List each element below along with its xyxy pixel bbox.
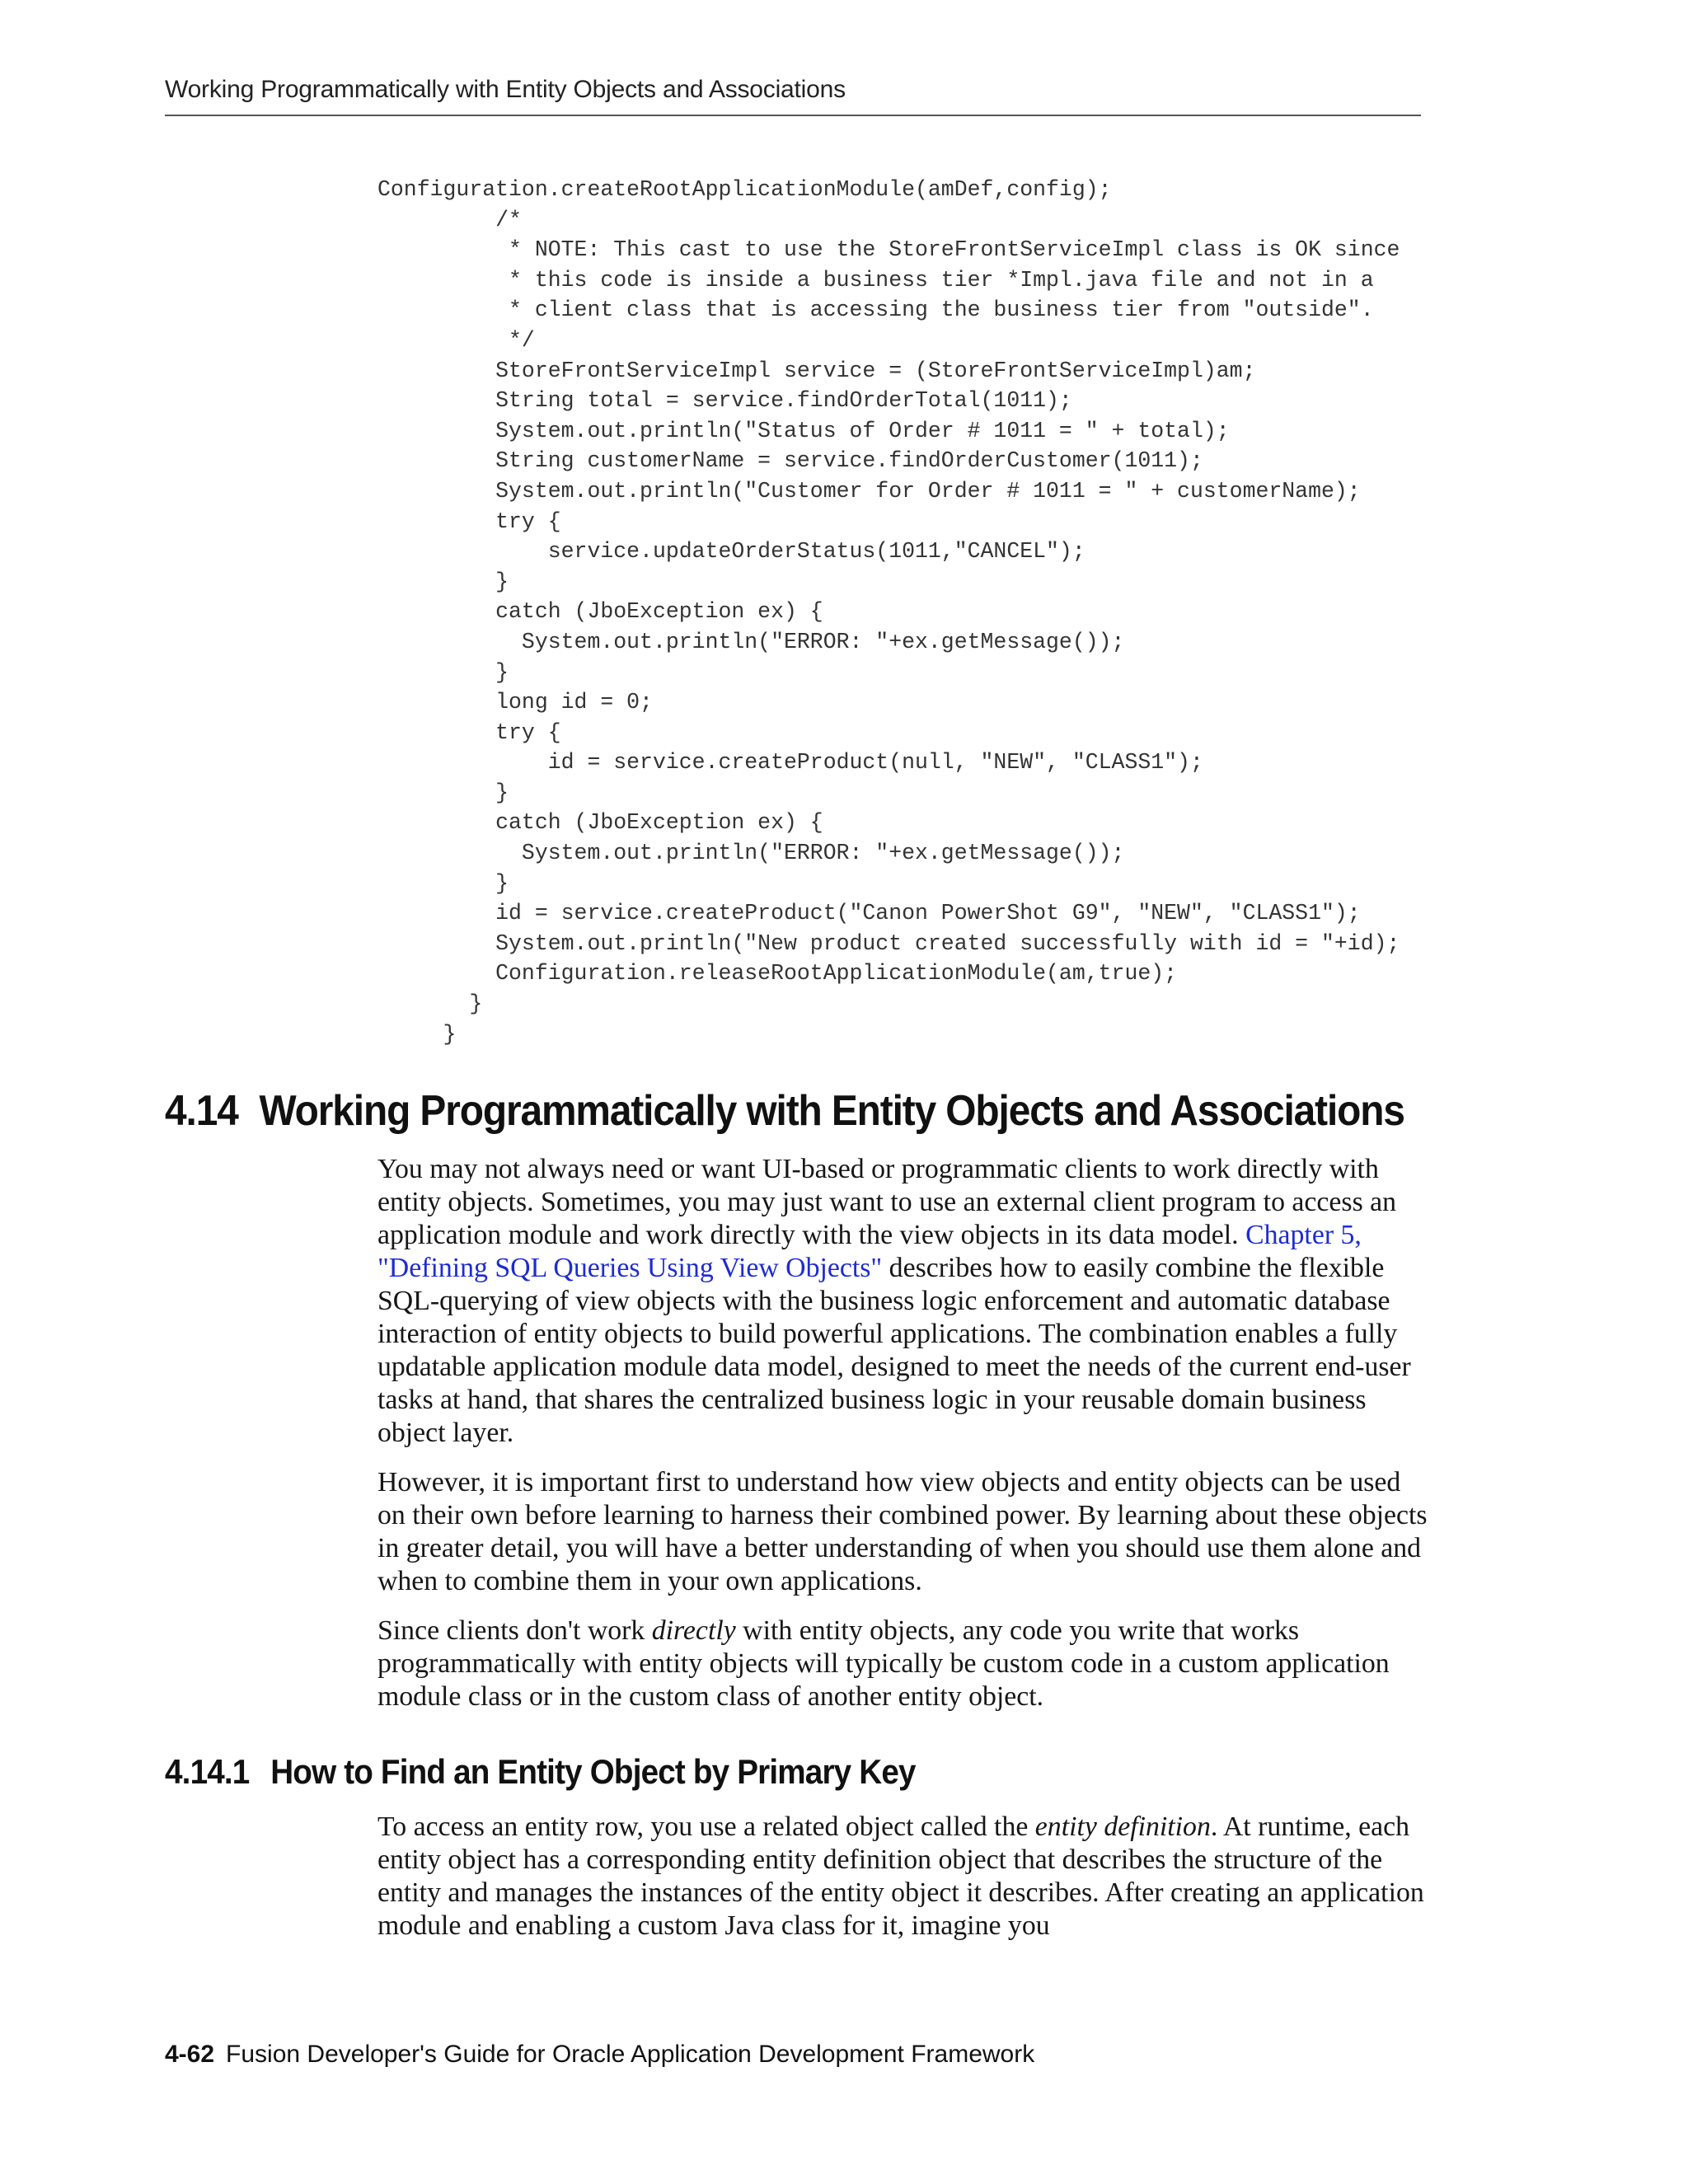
- header-rule: [165, 115, 1421, 116]
- section-paragraph-3: Since clients don't work directly with entity objects, any code you write that works programmatically with entity objects will typically be custom code in a custom application module class or in the custom class of another entity object.: [377, 1615, 1390, 1712]
- subsection-heading: [165, 1752, 916, 1792]
- emphasis-directly: directly: [651, 1615, 736, 1646]
- code-block: Configuration.createRootApplicationModule(amDef,config); /* * NOTE: This cast to use the StoreFrontServiceImpl class is OK since * this code is inside a business tier *Impl.java file and not in a * client class that is accessing the business tier from "outside". */ StoreFrontServiceImpl service = (StoreFrontServiceImpl)am; String total = service.findOrderTotal(1011); System.out.println("Status of Order # 1011 = " + total); String customerName = service.findOrderCustomer(1011); System.out.println("Customer for Order # 1011 = " + customerName); try { service.updateOrderStatus(1011,"CANCEL"); } catch (JboException ex) { System.out.println("ERROR: "+ex.getMessage()); } long id = 0; try { id = service.createProduct(null, "NEW", "CLASS1"); } catch (JboException ex) { System.out.println("ERROR: "+ex.getMessage()); } id = service.createProduct("Canon PowerShot G9", "NEW", "CLASS1"); System.out.println("New product created successfully with id = "+id); Configuration.releaseRootApplicationModule(am,true); } }: [377, 177, 1400, 1047]
- section-body: [377, 1153, 1432, 1730]
- section-paragraph-2: However, it is important first to understand how view objects and entity objects can be used on their own before learning to harness their combined power. By learning about these objects in greater detail, you will have a better understanding of when you should use them alone and when to combine them in your own applications.: [377, 1467, 1428, 1596]
- subsection-title: How to Find an Entity Object by Primary Key: [270, 1752, 916, 1791]
- page-footer: [165, 2041, 1034, 2069]
- page-number: 4-62: [165, 2041, 215, 2068]
- section-title: Working Programmatically with Entity Objects and Associations: [259, 1087, 1404, 1135]
- book-title: Fusion Developer's Guide for Oracle Application Development Framework: [226, 2041, 1035, 2068]
- section-heading: [165, 1086, 1404, 1136]
- section-paragraph-1: You may not always need or want UI-based or programmatic clients to work directly with entity objects. Sometimes, you may just want to use an external client program to access an application module and work directly with the view objects in its data model. Chapter 5, "Defining SQL Queries Using View Objects" describes how to easily combine the flexible SQL-querying of view objects with the business logic enforcement and automatic database interaction of entity objects to build powerful applications. The combination enables a fully updatable application module data model, designed to meet the needs of the current end-user tasks at hand, that shares the centralized business logic in your reusable domain business object layer.: [377, 1154, 1411, 1448]
- subsection-number: 4.14.1: [165, 1752, 250, 1791]
- subsection-paragraph-1: To access an entity row, you use a related object called the entity definition. At runtime, each entity object has a corresponding entity definition object that describes the structure of the entity and manages the instances of the entity object it describes. After creating an application module and enabling a custom Java class for it, imagine you: [377, 1811, 1424, 1941]
- running-header: Working Programmatically with Entity Objects and Associations: [165, 76, 846, 103]
- emphasis-entity-definition: entity definition: [1034, 1811, 1211, 1842]
- section-number: 4.14: [165, 1087, 238, 1135]
- subsection-body: [377, 1811, 1432, 1959]
- chapter-5-link[interactable]: Chapter 5, "Defining SQL Queries Using View Objects": [377, 1220, 1362, 1283]
